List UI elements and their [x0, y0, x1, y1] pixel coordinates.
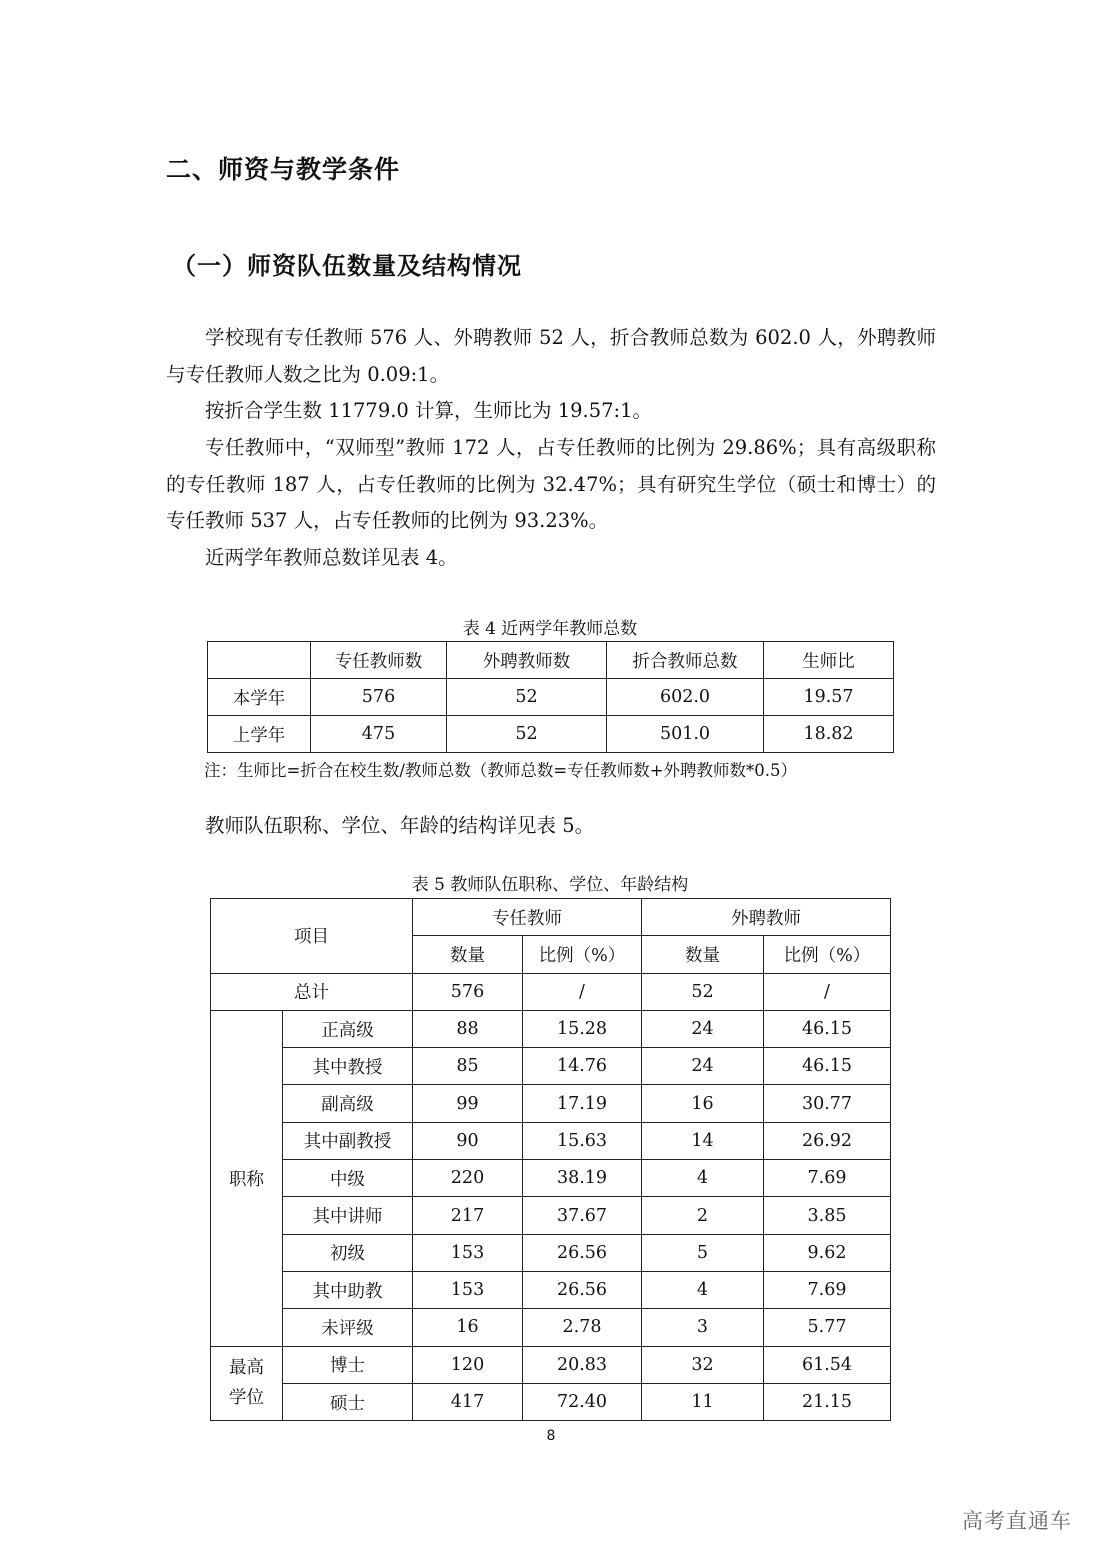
table5-cell: 14.76 [523, 1048, 642, 1085]
table5-cell: 4 [642, 1271, 764, 1308]
table5-cell: 576 [413, 973, 523, 1010]
table5-cell: 其中教授 [283, 1048, 413, 1085]
table5-cell: 26.56 [523, 1271, 642, 1308]
table5-item-header: 项目 [211, 899, 413, 974]
table5-cell: 7.69 [764, 1271, 891, 1308]
paragraph-table5-ref: 教师队伍职称、学位、年龄的结构详见表 5。 [205, 814, 595, 837]
table5-group-full-time: 专任教师 [413, 899, 642, 936]
table5-cell: 副高级 [283, 1085, 413, 1122]
table5-total-row [211, 973, 891, 1010]
table4-cell: 18.82 [764, 716, 894, 753]
table5-cell: 30.77 [764, 1085, 891, 1122]
table5-sub-header: 比例（%） [523, 936, 642, 973]
table-row [211, 1383, 891, 1420]
table4-caption: 表 4 近两学年教师总数 [462, 619, 638, 639]
paragraph-student-teacher-ratio: 按折合学生数 11779.0 计算，生师比为 19.57:1。 [205, 399, 653, 422]
table5-cell: 32 [642, 1346, 764, 1383]
table5-cell: 17.19 [523, 1085, 642, 1122]
table5-cell: 初级 [283, 1234, 413, 1271]
table5-cell: 153 [413, 1234, 523, 1271]
table5-cell: 217 [413, 1197, 523, 1234]
table5-sub-header: 数量 [413, 936, 523, 973]
table-row [211, 1197, 891, 1234]
table5-cell: 4 [642, 1160, 764, 1197]
table5-cell: 3.85 [764, 1197, 891, 1234]
table4-cell: 602.0 [607, 679, 764, 716]
table4-cell: 19.57 [764, 679, 894, 716]
table5-teacher-structure [210, 898, 891, 1421]
table5-cell: 88 [413, 1010, 523, 1047]
table5-cell: 61.54 [764, 1346, 891, 1383]
table-row [211, 1122, 891, 1159]
table5-cell: 38.19 [523, 1160, 642, 1197]
table4-cell: 475 [311, 716, 447, 753]
table5-cell: 其中助教 [283, 1271, 413, 1308]
table4-header-cell: 外聘教师数 [447, 642, 607, 679]
table5-cell: 9.62 [764, 1234, 891, 1271]
table-row [211, 1160, 891, 1197]
table5-cell: 85 [413, 1048, 523, 1085]
table5-group-external: 外聘教师 [642, 899, 891, 936]
table4-cell: 上学年 [208, 716, 311, 753]
table-row [211, 1234, 891, 1271]
table5-cell: 16 [413, 1309, 523, 1346]
paragraph-teacher-count: 学校现有专任教师 576 人、外聘教师 52 人，折合教师总数为 602.0 人，外聘教师与专任教师人数之比为 0.09:1。 [166, 326, 936, 386]
table5-cell: 46.15 [764, 1010, 891, 1047]
table5-cell: 20.83 [523, 1346, 642, 1383]
table5-cell: 26.56 [523, 1234, 642, 1271]
table4-header-cell: 生师比 [764, 642, 894, 679]
table5-cell: 120 [413, 1346, 523, 1383]
paragraph-table4-ref: 近两学年教师总数详见表 4。 [205, 546, 458, 569]
table5-cell: 26.92 [764, 1122, 891, 1159]
table5-cell: 2.78 [523, 1309, 642, 1346]
table5-cell: 总计 [211, 973, 413, 1010]
table5-sub-header: 数量 [642, 936, 764, 973]
table4-teacher-totals [207, 641, 894, 753]
paragraph-teacher-qualifications: 专任教师中，“双师型”教师 172 人，占专任教师的比例为 29.86%；具有高级职称的专任教师 187 人，占专任教师的比例为 32.47%；具有研究生学位（硕士和博士）的专任教师 537 人，占专任教师的比例为 93.23%。 [166, 436, 936, 532]
table-row [211, 1048, 891, 1085]
page-number: 8 [546, 1428, 556, 1444]
table5-cell: 24 [642, 1048, 764, 1085]
table5-cell: 7.69 [764, 1160, 891, 1197]
table5-cell: 37.67 [523, 1197, 642, 1234]
table-row [211, 1010, 891, 1047]
table5-category-degree-line2: 学位 [229, 1388, 264, 1409]
table5-cell: 417 [413, 1383, 523, 1420]
table5-cell: 16 [642, 1085, 764, 1122]
section-heading: 二、师资与教学条件 [166, 155, 401, 184]
table5-cell: 99 [413, 1085, 523, 1122]
table5-cell: 46.15 [764, 1048, 891, 1085]
table5-cell: 15.63 [523, 1122, 642, 1159]
table4-header-cell: 折合教师总数 [607, 642, 764, 679]
table5-cell: 5 [642, 1234, 764, 1271]
table5-cell: 72.40 [523, 1383, 642, 1420]
table4-cell: 本学年 [208, 679, 311, 716]
table5-cell: 其中讲师 [283, 1197, 413, 1234]
table5-cell: 11 [642, 1383, 764, 1420]
table5-cell: 中级 [283, 1160, 413, 1197]
table5-cell: 正高级 [283, 1010, 413, 1047]
table5-cell: 3 [642, 1309, 764, 1346]
table5-cell: 21.15 [764, 1383, 891, 1420]
table4-note: 注：生师比=折合在校生数/教师总数（教师总数=专任教师数+外聘教师数*0.5） [204, 761, 798, 780]
table-row [211, 1346, 891, 1383]
table5-group-header-row [211, 899, 891, 936]
table5-cell: / [523, 973, 642, 1010]
table5-cell: 未评级 [283, 1309, 413, 1346]
table4-cell: 501.0 [607, 716, 764, 753]
table5-cell: 15.28 [523, 1010, 642, 1047]
table5-category-degree [211, 1346, 283, 1421]
table-row [208, 679, 894, 716]
table5-sub-header: 比例（%） [764, 936, 891, 973]
table4-header-cell [208, 642, 311, 679]
table5-cell: 5.77 [764, 1309, 891, 1346]
table4-cell: 52 [447, 716, 607, 753]
table5-cell: 14 [642, 1122, 764, 1159]
table5-cell: 硕士 [283, 1383, 413, 1420]
table-row [211, 1271, 891, 1308]
table5-cell: 90 [413, 1122, 523, 1159]
table5-cell: 24 [642, 1010, 764, 1047]
table4-header-cell: 专任教师数 [311, 642, 447, 679]
table5-category-degree-line1: 最高 [229, 1358, 264, 1379]
table-row [211, 1085, 891, 1122]
table5-cell: 153 [413, 1271, 523, 1308]
table5-cell: 220 [413, 1160, 523, 1197]
subsection-heading: （一）师资队伍数量及结构情况 [172, 252, 522, 280]
table5-cell: 其中副教授 [283, 1122, 413, 1159]
table5-cell: / [764, 973, 891, 1010]
watermark: 高考直通车 [962, 1509, 1072, 1533]
table4-cell: 576 [311, 679, 447, 716]
table5-cell: 52 [642, 973, 764, 1010]
table-row [211, 1309, 891, 1346]
table5-cell: 2 [642, 1197, 764, 1234]
table5-cell: 博士 [283, 1346, 413, 1383]
table5-category-title: 职称 [211, 1010, 283, 1346]
table5-caption: 表 5 教师队伍职称、学位、年龄结构 [411, 875, 689, 895]
table4-cell: 52 [447, 679, 607, 716]
table-row [208, 716, 894, 753]
table4-header-row [208, 642, 894, 679]
